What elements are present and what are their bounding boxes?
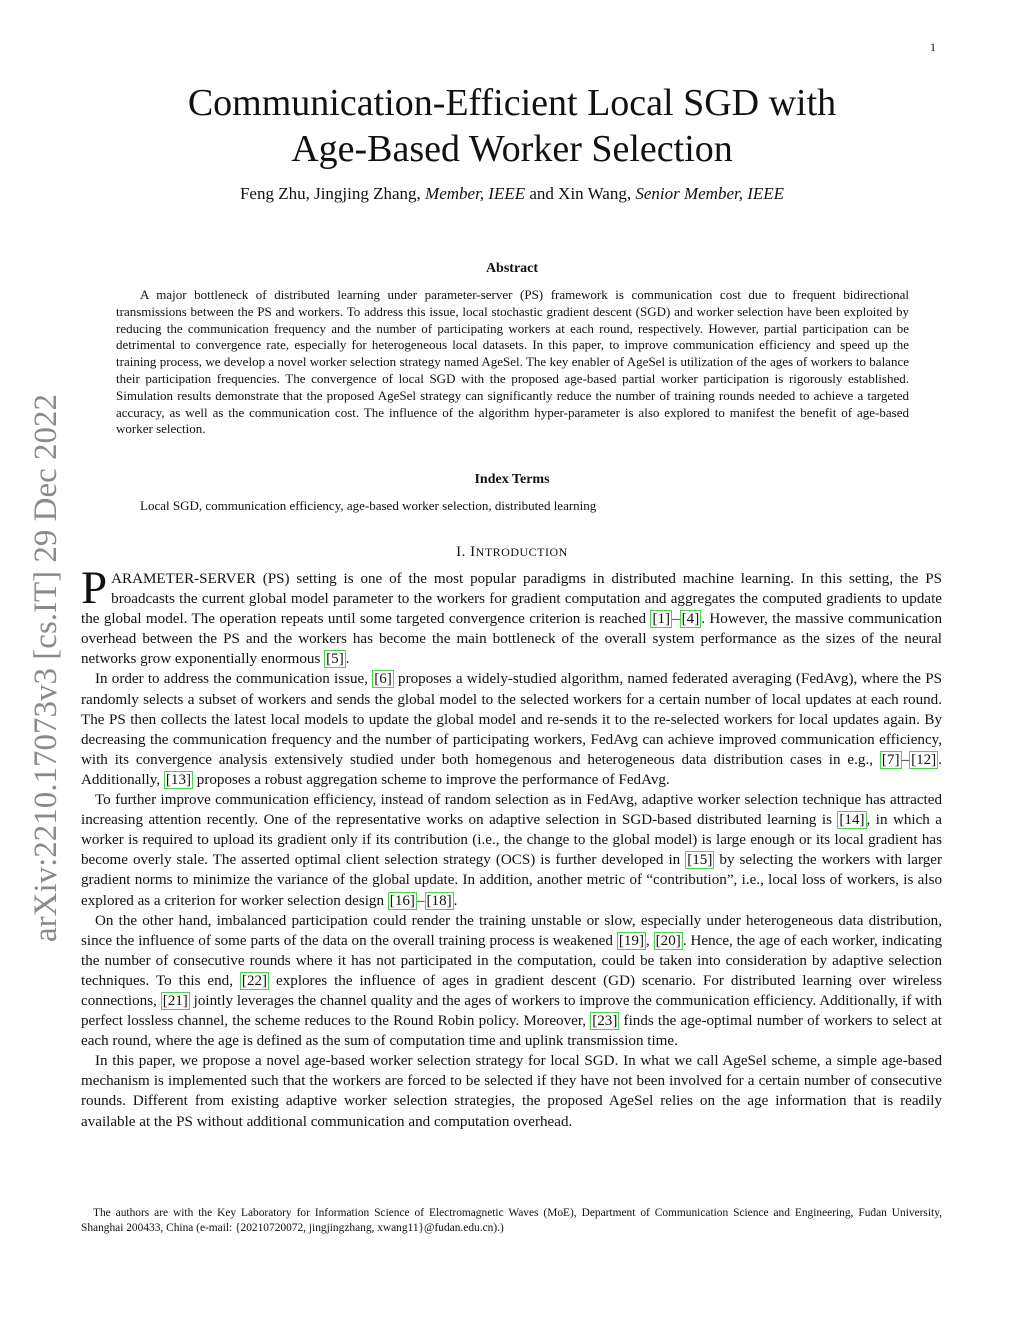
citation-link[interactable]: [1] [652, 611, 671, 628]
paragraph-text: . Additionally, [81, 751, 942, 788]
paragraph-2 [81, 669, 942, 790]
citation-link[interactable]: [5] [326, 651, 344, 668]
introduction-body [81, 562, 943, 1132]
paragraph-text: finds the age-optimal number of workers to select at each round, where the age is defined as the sum of computation time and uplink transmission time. [81, 1013, 942, 1050]
paragraph-text: proposes a robust aggregation scheme to improve the performance of FedAvg. [193, 771, 670, 788]
paper-title [80, 80, 944, 172]
citation-link[interactable]: [13] [165, 771, 192, 788]
author-role-2: Senior Member, IEEE [635, 184, 785, 203]
author-list [80, 184, 944, 204]
citation-link[interactable]: [12] [911, 751, 937, 768]
author-names-2: and Xin Wang, [529, 184, 632, 203]
paragraph-text: proposes a widely-studied algorithm, named federated averaging (FedAvg), where the PS randomly selects a subset of workers and sends the global model to the selected workers for a certain number of local updates at each round. The PS then collects the latest local models to update the global model and re-sends it to the re-selected workers for local updates again. By decreasing the communication frequency and the number of participating workers, FedAvg can achieve improved communication efficiency, with its convergence analysis extensively studied under both homegenous and heterogeneous data distribution cases in e.g., [81, 671, 942, 768]
citation-link[interactable]: [22] [241, 972, 268, 989]
citation-link[interactable]: [19] [618, 932, 644, 949]
citation-link[interactable]: [23] [592, 1013, 618, 1030]
abstract-heading: Abstract [485, 261, 539, 276]
index-terms-text: Local SGD, communication efficiency, age-based worker selection, distributed learning [140, 498, 597, 513]
citation-link[interactable]: [6] [374, 671, 392, 688]
citation-link[interactable]: [20] [655, 932, 681, 949]
paragraph-3 [81, 790, 942, 911]
author-names-1: Feng Zhu, Jingjing Zhang, [239, 184, 421, 203]
abstract-text: A major bottleneck of distributed learning under parameter-server (PS) framework is communication cost due to frequent bidirectional transmissions between the PS and workers. To address this issue, local stochastic gradient descent (SGD) and worker selection have been exploited by reducing the communication frequency and the number of participating workers at each round, respectively. However, partial participation can be detrimental to convergence rate, especially for heterogeneous local datasets. In this paper, to improve communication efficiency and speed up the training process, we develop a novel worker selection strategy named AgeSel. The key enabler of AgeSel is utilization of the ages of workers to balance their participation frequencies. The convergence of local SGD with the proposed age-based partial worker participation is rigorously established. Simulation results demonstrate that the proposed AgeSel strategy can significantly reduce the number of training rounds needed to achieve a targeted accuracy, as well as the communication cost. The influence of the algorithm hyper-parameter is also explored to manifest the benefit of age-based worker selection. [116, 287, 909, 437]
section-heading-introduction [80, 544, 944, 561]
paragraph-text: In this paper, we propose a novel age-based worker selection strategy for local SGD. In what we call AgeSel scheme, a simple age-based mechanism is implemented such that the workers are forced to be selected if they have not been involved for a certain number of consecutive rounds. Different from existing adaptive worker selection strategies, the proposed AgeSel relies on the age information that is readily available at the PS without additional communication and computation overhead. [81, 1053, 942, 1130]
citation-link[interactable]: [14] [839, 812, 865, 829]
citation-link[interactable]: [4] [681, 611, 700, 628]
paragraph-text: explores the influence of ages in gradient descent (GD) scenario. For distributed learning over wireless connections, [81, 972, 942, 1009]
paragraph-text: . [453, 892, 458, 909]
author-affiliation-footnote: The authors are with the Key Laboratory for Information Science of Electromagnetic Waves (MoE), Department of Communication Science and Engineering, Fudan University, Shanghai 200433, China (e-mail: {20210720072, jingjingzhang, xwang11}@fudan.edu.cn).) [81, 1207, 942, 1234]
paragraph-text: jointly leverages the channel quality and the ages of workers to improve the communication efficiency. Additionally, if with perfect lossless channel, the scheme reduces to the Round Robin policy. Moreover, [81, 992, 942, 1030]
citation-link[interactable]: [16] [389, 892, 415, 909]
paragraph-text: . [345, 651, 350, 668]
author-role-1: Member, IEEE [425, 184, 526, 203]
citation-link[interactable]: [7] [881, 751, 900, 768]
paragraph-1 [81, 562, 942, 669]
citation-range-dash: – [901, 751, 910, 768]
paragraph-text: To further improve communication efficiency, instead of random selection as in FedAvg, adaptive worker selection technique has attracted increasing attention recently. One of the representative works on adaptive selection in SGD-based distributed learning is [81, 792, 942, 829]
paragraph-text: On the other hand, imbalanced participation could render the training unstable or slow, especially under heterogeneous data distribution, since the influence of some parts of the data on the overall training process is weakened [81, 912, 942, 949]
citation-link[interactable]: [21] [162, 992, 188, 1009]
section-title-rest: NTRODUCTION [475, 545, 568, 559]
paragraph-text: ARAMETER-SERVER (PS) setting is one of the most popular paradigms in distributed machine learning. In this setting, the PS broadcasts the current global model parameter to the workers for gradient computation and aggregates the computed gradients to update the global model. The operation repeats until some targeted convergence criterion is reached [81, 571, 942, 628]
paragraph-text: In order to address the communication issue, [95, 671, 373, 688]
paragraph-text: . However, the massive communication overhead between the PS and the workers has become the main bottleneck of the overall system performance as the sizes of the neural networks grow exponentially enormous [81, 611, 942, 668]
paragraph-text: . Hence, the age of each worker, indicating the number of consecutive rounds where it has not participated in the computation, could be taken into consideration by adaptive selection techniques. To this end, [81, 932, 943, 989]
paragraph-text: by selecting the workers with larger gradient norms to minimize the variance of the global update. In addition, another metric of “contribution”, i.e., local loss of workers, is also explored as a criterion for worker selection design [81, 852, 942, 909]
citation-separator: , [645, 932, 654, 949]
citation-range-dash: – [416, 892, 425, 909]
paragraph-5 [81, 1051, 942, 1131]
page-number: 1 [930, 40, 936, 54]
citation-link[interactable]: [18] [426, 892, 452, 909]
section-numeral: I. [456, 544, 471, 560]
citation-range-dash: – [672, 611, 680, 628]
paragraph-text: , in which a worker is required to upload its gradient only if its contribution (i.e., the change to the global model) is large enough or its local gradient has become overly stale. The asserted optimal client selection strategy (OCS) is further developed in [81, 812, 942, 869]
section-title-initial: I [470, 544, 476, 560]
citation-link[interactable]: [15] [687, 852, 713, 869]
arxiv-identifier-stamp: arXiv:2210.17073v3 [cs.IT] 29 Dec 2022 [28, 393, 64, 942]
title-line-1: Communication-Efficient Local SGD with [187, 82, 837, 124]
index-terms-heading: Index Terms [474, 472, 550, 487]
title-line-2: Age-Based Worker Selection [291, 128, 733, 170]
paragraph-4 [81, 911, 942, 1052]
drop-cap-letter: P [81, 562, 108, 614]
